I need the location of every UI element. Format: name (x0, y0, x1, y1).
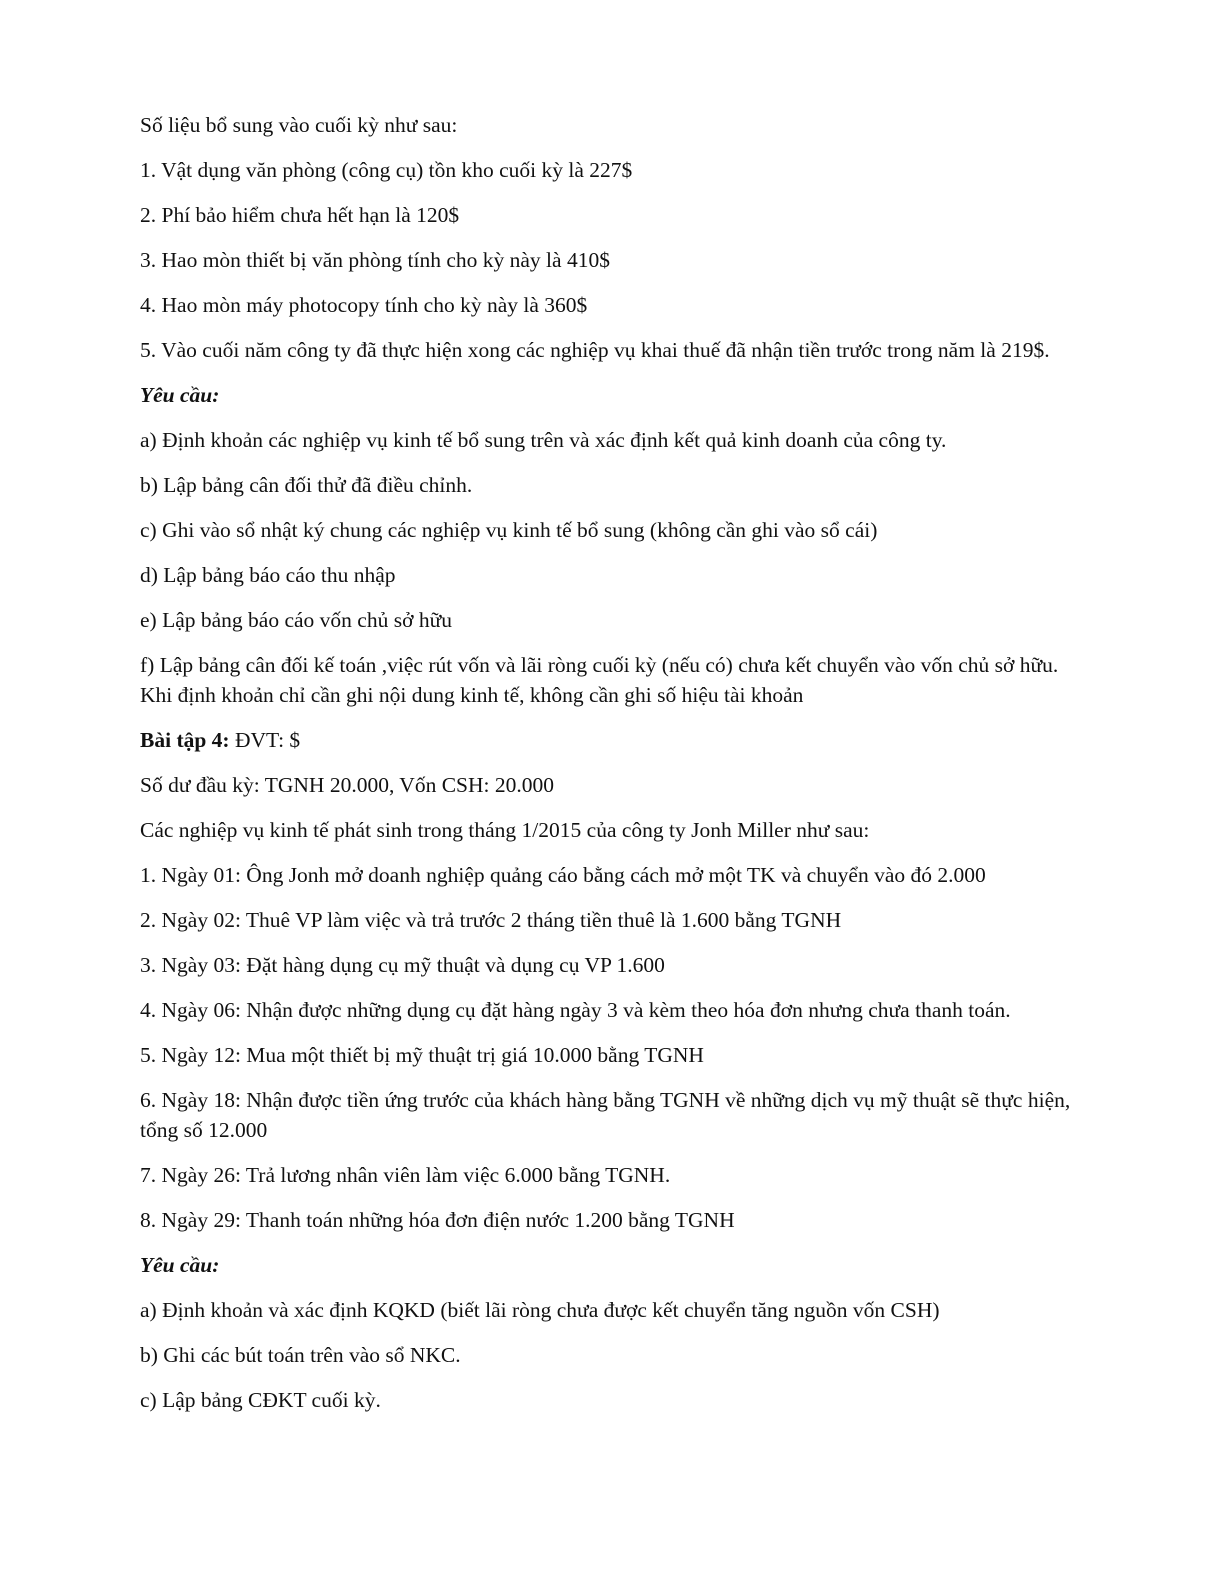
section1-requirement: b) Lập bảng cân đối thử đã điều chỉnh. (140, 473, 473, 497)
section1-item: 5. Vào cuối năm công ty đã thực hiện xong các nghiệp vụ khai thuế đã nhận tiền trước trong năm là 219$. (140, 338, 1050, 362)
section2-item: 8. Ngày 29: Thanh toán những hóa đơn điện nước 1.200 bằng TGNH (140, 1208, 735, 1232)
section2-item: 6. Ngày 18: Nhận được tiền ứng trước của khách hàng bằng TGNH về những dịch vụ mỹ thuật sẽ thực hiện, tổng số 12.000 (140, 1088, 1071, 1142)
section2-item: 3. Ngày 03: Đặt hàng dụng cụ mỹ thuật và dụng cụ VP 1.600 (140, 953, 665, 977)
exercise-title-bold: Bài tập 4: (140, 728, 230, 752)
section1-item: 4. Hao mòn máy photocopy tính cho kỳ này là 360$ (140, 293, 588, 317)
section2-intro: Các nghiệp vụ kinh tế phát sinh trong tháng 1/2015 của công ty Jonh Miller như sau: (140, 818, 870, 842)
document-page (140, 110, 1080, 1430)
exercise-title-unit: ĐVT: $ (229, 728, 301, 752)
section2-requirement: b) Ghi các bút toán trên vào sổ NKC. (140, 1343, 461, 1367)
section2-requirement-heading: Yêu cầu: (140, 1253, 220, 1277)
section1-item: 3. Hao mòn thiết bị văn phòng tính cho kỳ này là 410$ (140, 248, 610, 272)
exercise-title (140, 725, 1080, 755)
section1-requirement: f) Lập bảng cân đối kế toán ,việc rút vốn và lãi ròng cuối kỳ (nếu có) chưa kết chuyển vào vốn chủ sở hữu. Khi định khoản chỉ cần ghi nội dung kinh tế, không cần ghi số hiệu tài khoản (140, 653, 1059, 707)
section2-item: 7. Ngày 26: Trả lương nhân viên làm việc 6.000 bằng TGNH. (140, 1163, 671, 1187)
section2-item: 4. Ngày 06: Nhận được những dụng cụ đặt hàng ngày 3 và kèm theo hóa đơn nhưng chưa thanh toán. (140, 998, 1011, 1022)
section2-requirement: a) Định khoản và xác định KQKD (biết lãi ròng chưa được kết chuyển tăng nguồn vốn CSH) (140, 1298, 940, 1322)
section1-item: 2. Phí bảo hiểm chưa hết hạn là 120$ (140, 203, 460, 227)
section1-intro: Số liệu bổ sung vào cuối kỳ như sau: (140, 113, 458, 137)
section2-item: 1. Ngày 01: Ông Jonh mở doanh nghiệp quảng cáo bằng cách mở một TK và chuyển vào đó 2.000 (140, 863, 986, 887)
section2-requirement: c) Lập bảng CĐKT cuối kỳ. (140, 1388, 381, 1412)
section2-item: 2. Ngày 02: Thuê VP làm việc và trả trước 2 tháng tiền thuê là 1.600 bằng TGNH (140, 908, 842, 932)
section2-item: 5. Ngày 12: Mua một thiết bị mỹ thuật trị giá 10.000 bằng TGNH (140, 1043, 704, 1067)
section1-requirement-heading: Yêu cầu: (140, 383, 220, 407)
section1-requirement: e) Lập bảng báo cáo vốn chủ sở hữu (140, 608, 452, 632)
section1-requirement: c) Ghi vào sổ nhật ký chung các nghiệp vụ kinh tế bổ sung (không cần ghi vào sổ cái) (140, 518, 878, 542)
section1-requirement: a) Định khoản các nghiệp vụ kinh tế bổ sung trên và xác định kết quả kinh doanh của công ty. (140, 428, 947, 452)
section1-requirement: d) Lập bảng báo cáo thu nhập (140, 563, 396, 587)
section1-item: 1. Vật dụng văn phòng (công cụ) tồn kho cuối kỳ là 227$ (140, 158, 633, 182)
opening-balance: Số dư đầu kỳ: TGNH 20.000, Vốn CSH: 20.000 (140, 773, 555, 797)
